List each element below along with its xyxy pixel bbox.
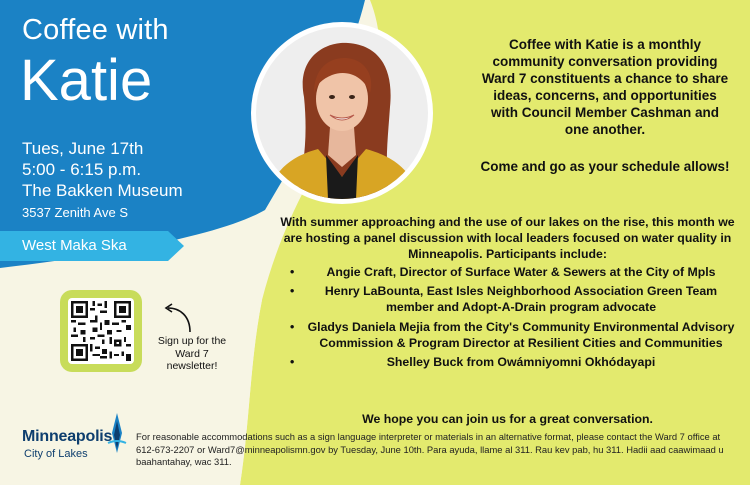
curved-arrow-icon — [160, 302, 196, 336]
portrait-photo — [256, 27, 428, 199]
logo-tagline: City of Lakes — [24, 448, 88, 460]
event-address: 3537 Zenith Ave S — [22, 205, 129, 220]
participants-list — [284, 264, 736, 373]
panel-intro: With summer approaching and the use of our lakes on the rise, this month we are hosting a panel discussion with local leaders focused on water quality in Minneapolis. Participants include: — [280, 215, 735, 262]
qr-code-frame[interactable] — [60, 290, 142, 372]
minneapolis-logo[interactable] — [22, 413, 132, 463]
event-info — [22, 138, 183, 223]
accessibility-notice: For reasonable accommodations such as a sign language interpreter or materials in an alternative format, please contact the Ward 7 office at 612-673-2207 or Ward7@minneapolismn.gov by Tuesday, June 10th. Para ayuda, llame al 311. Rau kev pab, hu 311. Hadii aad caawimaad u baahantahay, wac 311. — [136, 431, 724, 467]
closing-text: We hope you can join us for a great conversation. — [362, 412, 653, 426]
event-venue: The Bakken Museum — [22, 181, 183, 200]
portrait-photo-frame — [251, 22, 433, 204]
intro-text: Coffee with Katie is a monthly community conversation providing Ward 7 constituents a chance to share ideas, concerns, and opportunities with Council Member Cashman and one another. — [481, 37, 729, 137]
newsletter-signup-text: Sign up for the Ward 7 newsletter! — [157, 335, 227, 372]
logo-wordmark: Minneapolis — [22, 428, 113, 445]
list-item: • Henry LaBounta, East Isles Neighborhood Association Green Team member and Adopt-A-Drain program advocate — [284, 283, 736, 315]
title-small: Coffee with — [22, 14, 169, 46]
list-item: • Shelley Buck from Owámniyomni Okhódayapi — [284, 354, 736, 370]
title-big: Katie — [20, 48, 153, 113]
qr-code-icon — [71, 301, 131, 361]
location-tag-label: West Maka Ska — [22, 237, 127, 254]
cta-text: Come and go as your schedule allows! — [480, 159, 730, 174]
event-time: 5:00 - 6:15 p.m. — [22, 160, 142, 179]
list-item: • Angie Craft, Director of Surface Water & Sewers at the City of Mpls — [284, 264, 736, 280]
event-date: Tues, June 17th — [22, 139, 144, 158]
location-tag — [0, 231, 184, 261]
list-item: • Gladys Daniela Mejia from the City's Community Environmental Advisory Commission & Program Director at Resilient Cities and Communities — [284, 319, 736, 351]
qr-code[interactable] — [68, 298, 134, 364]
